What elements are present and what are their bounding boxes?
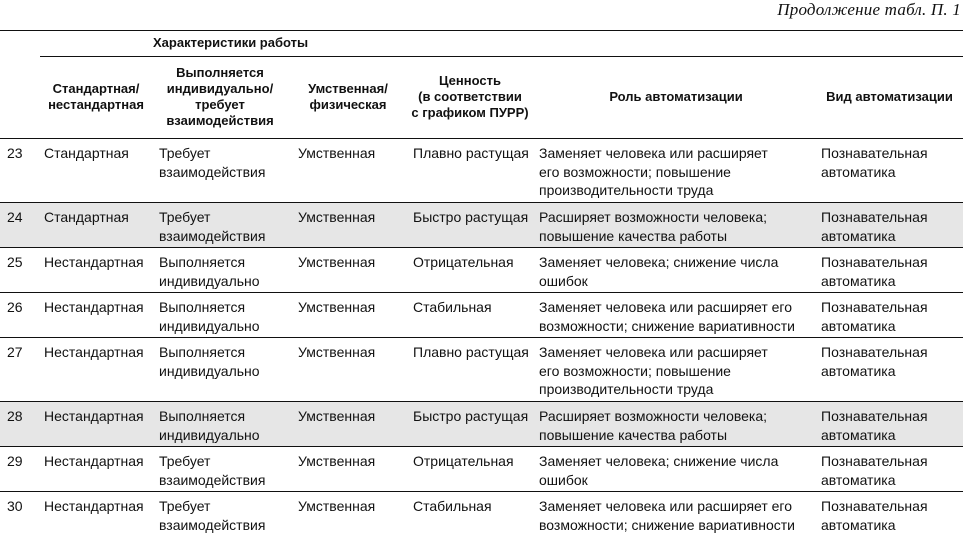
row-number: 24: [7, 209, 23, 225]
cell-value: Отрицательная: [413, 254, 514, 270]
header-standard-label: Стандартная/ нестандартная: [48, 81, 144, 112]
cell-standard: Стандартная: [44, 145, 129, 161]
cell-individual: Требует взаимодействия: [159, 453, 266, 488]
header-value: [404, 57, 536, 137]
header-individual: [152, 57, 288, 137]
cell-role: Заменяет человека; снижение числа ошибок: [539, 453, 779, 488]
row-number: 26: [7, 299, 23, 315]
cell-individual: Выполняется индивидуально: [159, 299, 260, 334]
cell-mental: Умственная: [298, 209, 376, 225]
table-row: [0, 446, 963, 491]
header-role: [536, 57, 816, 137]
cell-standard: Нестандартная: [44, 408, 144, 424]
header-type-label: Вид автоматизации: [826, 89, 953, 104]
cell-role: Заменяет человека; снижение числа ошибок: [539, 254, 779, 289]
table-top-rule: [0, 30, 963, 31]
cell-mental: Умственная: [298, 408, 376, 424]
cell-value: Быстро растущая: [413, 209, 529, 225]
cell-individual: Требует взаимодействия: [159, 145, 266, 180]
cell-individual: Выполняется индивидуально: [159, 254, 260, 289]
cell-standard: Нестандартная: [44, 453, 144, 469]
cell-role: Заменяет человека или расширяет его возможности; повышение производительности труда: [539, 344, 768, 397]
cell-standard: Нестандартная: [44, 498, 144, 514]
cell-individual: Требует взаимодействия: [159, 498, 266, 533]
cell-individual: Выполняется индивидуально: [159, 344, 260, 379]
cell-role: Заменяет человека или расширяет его возможности; снижение вариативности: [539, 498, 795, 533]
cell-mental: Умственная: [298, 299, 376, 315]
table-row: [0, 401, 963, 446]
header-individual-label: Выполняется индивидуально/ требует взаимодействия: [166, 65, 274, 128]
table-row: [0, 202, 963, 247]
row-number: 23: [7, 145, 23, 161]
header-standard: [40, 57, 152, 137]
header-role-label: Роль автоматизации: [609, 89, 743, 104]
header-value-label: Ценность (в соответствии с графиком ПУРР): [411, 73, 529, 120]
cell-value: Плавно растущая: [413, 145, 529, 161]
cell-type: Познавательная автоматика: [821, 254, 928, 289]
cell-type: Познавательная автоматика: [821, 145, 928, 180]
cell-value: Быстро растущая: [413, 408, 529, 424]
cell-mental: Умственная: [298, 145, 376, 161]
table-row: [0, 138, 963, 202]
cell-mental: Умственная: [298, 498, 376, 514]
cell-individual: Выполняется индивидуально: [159, 408, 260, 443]
cell-value: Стабильная: [413, 498, 492, 514]
cell-mental: Умственная: [298, 254, 376, 270]
header-mental: [292, 57, 404, 137]
header-type: [816, 57, 963, 137]
row-number: 30: [7, 498, 23, 514]
table-row: [0, 337, 963, 401]
row-number: 25: [7, 254, 23, 270]
cell-standard: Нестандартная: [44, 299, 144, 315]
cell-mental: Умственная: [298, 453, 376, 469]
cell-role: Расширяет возможности человека; повышение качества работы: [539, 209, 768, 244]
cell-type: Познавательная автоматика: [821, 299, 928, 334]
cell-type: Познавательная автоматика: [821, 498, 928, 533]
table-body: [0, 138, 963, 540]
group-header: Характеристики работы: [153, 35, 309, 50]
table-continuation-caption: Продолжение табл. П. 1: [777, 0, 961, 19]
cell-mental: Умственная: [298, 344, 376, 360]
row-number: 27: [7, 344, 23, 360]
cell-standard: Стандартная: [44, 209, 129, 225]
cell-standard: Нестандартная: [44, 344, 144, 360]
cell-role: Заменяет человека или расширяет его возможности; снижение вариативности: [539, 299, 795, 334]
cell-value: Отрицательная: [413, 453, 514, 469]
cell-individual: Требует взаимодействия: [159, 209, 266, 244]
cell-standard: Нестандартная: [44, 254, 144, 270]
table-row: [0, 491, 963, 540]
cell-type: Познавательная автоматика: [821, 408, 928, 443]
row-number: 28: [7, 408, 23, 424]
cell-role: Заменяет человека или расширяет его возможности; повышение производительности труда: [539, 145, 768, 198]
cell-role: Расширяет возможности человека; повышение качества работы: [539, 408, 768, 443]
row-number: 29: [7, 453, 23, 469]
cell-type: Познавательная автоматика: [821, 344, 928, 379]
cell-type: Познавательная автоматика: [821, 209, 928, 244]
cell-value: Стабильная: [413, 299, 492, 315]
cell-value: Плавно растущая: [413, 344, 529, 360]
header-mental-label: Умственная/ физическая: [308, 81, 388, 112]
table-row: [0, 292, 963, 337]
table-row: [0, 247, 963, 292]
cell-type: Познавательная автоматика: [821, 453, 928, 488]
